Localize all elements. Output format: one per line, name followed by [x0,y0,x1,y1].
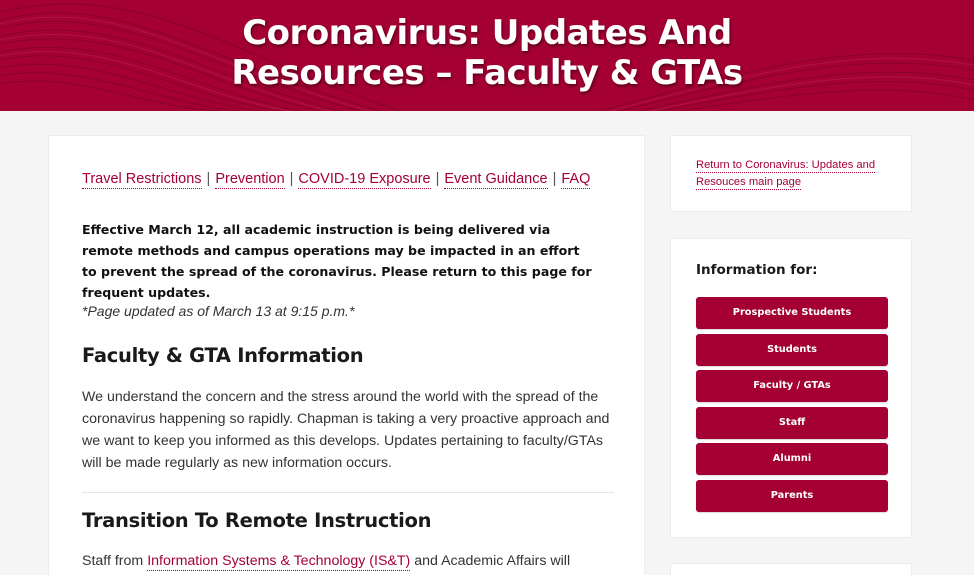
audience-button-list [696,297,888,516]
link-covid19-exposure[interactable]: COVID-19 Exposure [298,171,431,187]
return-to-main-page-link[interactable]: Return to Coronavirus: Updates and Resouces main page [696,159,876,188]
audience-button-faculty-gtas[interactable]: Faculty / GTAs [696,370,888,402]
link-separator: | [435,171,440,187]
audience-button-staff[interactable]: Staff [696,407,888,439]
audience-button-alumni[interactable]: Alumni [696,443,888,475]
audience-button-prospective-students[interactable]: Prospective Students [696,297,888,329]
link-event-guidance[interactable]: Event Guidance [444,171,548,187]
sidebar-information-for-card [670,238,912,538]
section-body-faculty-gta-info: We understand the concern and the stress around the world with the spread of the coronavirus happening so rapidly. Chapman is taking a very proactive approach and we want to keep you informed as this develops. Updates pertaining to faculty/GTAs will be made regularly as new information occurs. [82,389,610,471]
audience-button-parents[interactable]: Parents [696,480,888,512]
link-travel-restrictions[interactable]: Travel Restrictions [82,171,202,187]
link-separator: | [552,171,557,187]
link-separator: | [206,171,211,187]
link-faq[interactable]: FAQ [561,171,591,187]
main-content-card [48,135,645,575]
section-body-remote-instruction: Staff from Information Systems & Technology (IS&T) and Academic Affairs will [82,553,571,569]
section-divider [82,492,614,493]
section-heading-faculty-gta-info: Faculty & GTA Information [82,344,364,367]
quick-links-nav [82,171,590,187]
link-separator: | [289,171,294,187]
section-heading-remote-instruction: Transition To Remote Instruction [82,509,432,532]
link-ist[interactable]: Information Systems & Technology (IS&T) [147,553,411,569]
return-link-container [696,157,896,190]
page-banner [0,0,974,111]
sidebar-return-card [670,135,912,212]
sidebar-card-partial [670,563,912,575]
information-for-heading: Information for: [696,262,818,278]
page-title: Coronavirus: Updates And Resources – Faculty & GTAs [231,13,743,93]
audience-button-students[interactable]: Students [696,334,888,366]
last-updated-text: *Page updated as of March 13 at 9:15 p.m.* [82,303,355,319]
link-prevention[interactable]: Prevention [215,171,285,187]
remote-instruction-notice: Effective March 12, all academic instruction is being delivered via remote methods and campus operations may be impacted in an effort to prevent the spread of the coronavirus. Please return to this page for frequent updates. [82,222,592,300]
